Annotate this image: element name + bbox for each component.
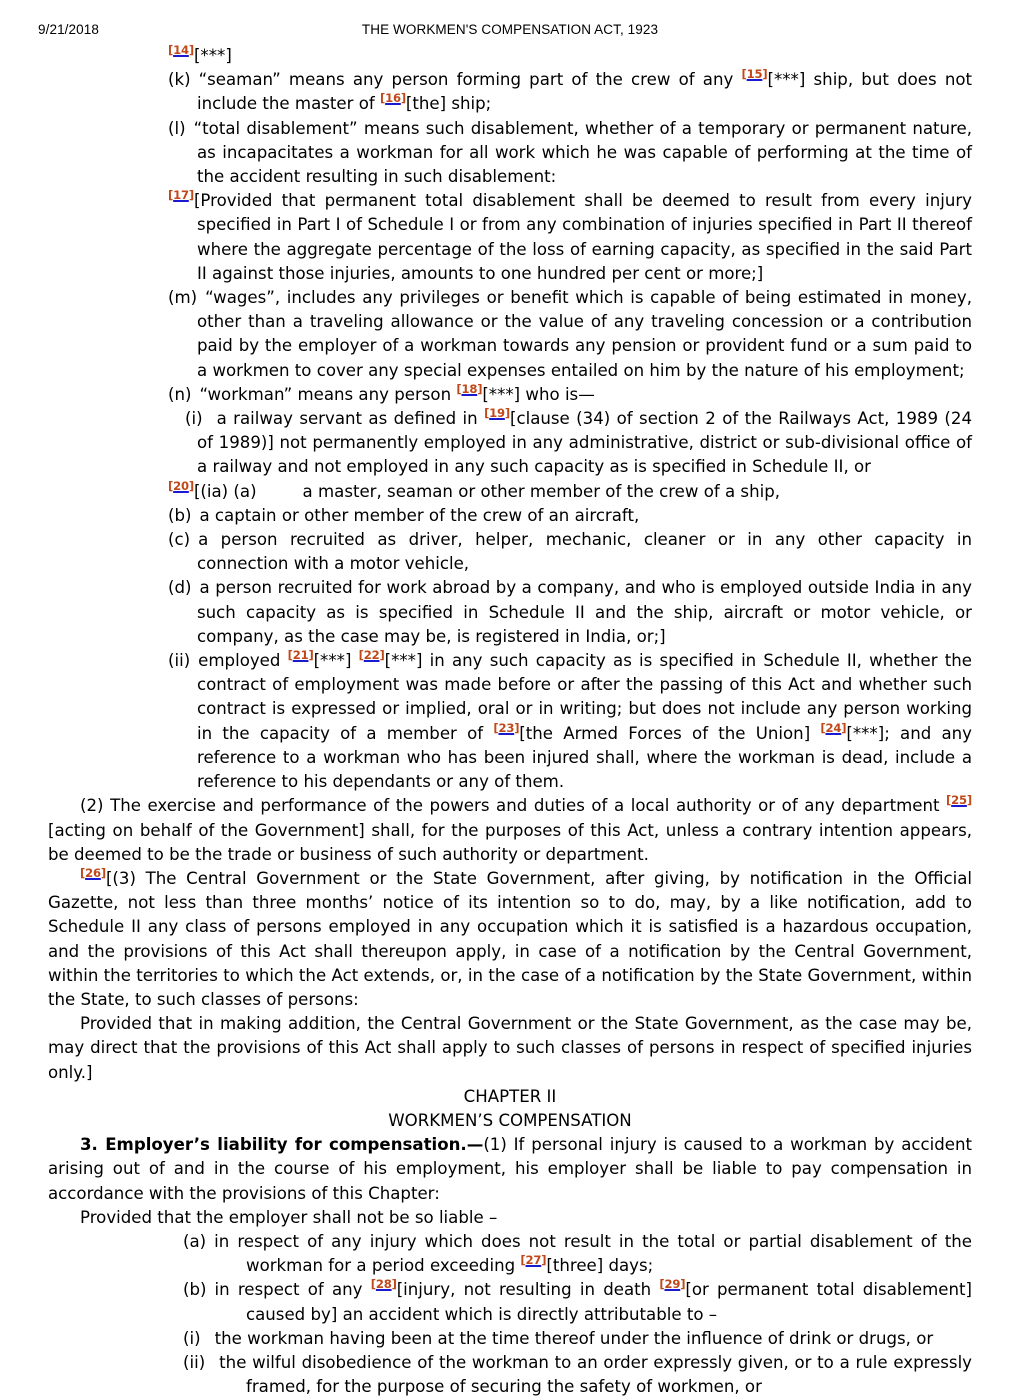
footnote-ref-20[interactable]: [20]	[168, 478, 194, 493]
subclause-ia	[48, 480, 972, 504]
subclause-ia-text: a master, seaman or other member of the crew of a ship,	[302, 481, 781, 501]
section-3-text: (1) If personal injury is caused to a workman by accident arising out of and in the course of his employment, his employer shall be liable to pay compensation in accordance with the provisions of this Chapter:	[48, 1135, 972, 1203]
subclause-ii-text-3: [***] in any such capacity as is specified in Schedule II, whether the contract of employment was made before or after the passing of this Act and whether such contract is expressed or implied, oral or in writing; but does not include any person working in the capacity of a member of	[197, 651, 972, 743]
subclause-ii-text-2: [***]	[313, 651, 359, 671]
subsection-3-text: [(3) The Central Government or the State Government, after giving, by notification in the Official Gazette, not less than three months’ notice of its intention so to do, may, by a like notification, add to Schedule II any class of persons employed in any occupation which it is satisfied is a hazardous occupation, and the provisions of this Act shall thereupon apply, in case of a notification by the Central Government, within the territories to which the Act extends, or, in the case of a notification by the State Government, within the State, to such classes of persons:	[48, 868, 972, 1009]
clause-n-text-1: “workman” means any person	[199, 384, 457, 404]
subsection-2-text-2: [acting on behalf of the Government] shall, for the purposes of this Act, unless a contrary intention appears, be deemed to be the trade or business of such authority or department.	[48, 820, 972, 864]
subclause-c-text: a person recruited as driver, helper, mechanic, cleaner or in any other capacity in connection with a motor vehicle,	[197, 530, 972, 574]
subclause-i-text-1: a railway servant as defined in	[216, 409, 485, 429]
subclause-c	[48, 528, 972, 576]
chapter-title: WORKMEN’S COMPENSATION	[388, 1110, 632, 1130]
footnote-ref-23[interactable]: [23]	[493, 720, 520, 735]
subclause-ii-employed	[48, 649, 972, 794]
footnote-ref-16[interactable]: [16]	[379, 91, 406, 106]
footnote-ref-26[interactable]: [26]	[80, 865, 106, 880]
chapter-number: CHAPTER II	[463, 1086, 557, 1106]
clause-k-text-1: “seaman” means any person forming part of the crew of any	[198, 70, 742, 90]
subclause-ii-text-1: employed	[198, 651, 288, 671]
subclause-c-label: (c)	[168, 530, 191, 550]
footnote-14-text: [***]	[193, 46, 232, 65]
footnote-ref-14[interactable]: [14]	[168, 43, 194, 57]
proviso-17	[48, 189, 972, 286]
footnote-ref-22[interactable]: [22]	[358, 648, 385, 663]
subclause-ia-label: [(ia) (a)	[193, 481, 257, 501]
section-3	[48, 1133, 972, 1206]
subclause-ii-label: (ii)	[168, 651, 191, 671]
subclause-ii-text-4: [the Armed Forces of the Union]	[519, 723, 821, 743]
item-b-label: (b)	[183, 1280, 207, 1300]
footnote-block-14	[48, 44, 972, 68]
item-b-sub-ii	[48, 1351, 972, 1399]
subsection-2-text-1: (2) The exercise and performance of the powers and duties of a local authority or of any department	[80, 796, 947, 816]
subclause-d-label: (d)	[168, 578, 192, 598]
item-a-label: (a)	[183, 1231, 207, 1251]
document-body	[48, 44, 972, 1399]
item-b-sub-ii-label: (ii)	[183, 1352, 206, 1372]
footnote-ref-27[interactable]: [27]	[520, 1253, 547, 1268]
clause-k-label: (k)	[168, 70, 191, 90]
clause-k-text-2: [***] ship, but does not include the master of	[197, 70, 972, 114]
item-b-sub-i-label: (i)	[183, 1328, 201, 1348]
clause-k-text-3: [the] ship;	[405, 94, 492, 114]
subclause-i-railway	[48, 407, 972, 480]
item-a	[48, 1230, 972, 1278]
subclause-d-text: a person recruited for work abroad by a company, and who is employed outside India in any such capacity as is specified in Schedule II and the ship, aircraft or motor vehicle, or company, as the case may be, is registered in India, or;]	[197, 578, 972, 646]
footnote-ref-21[interactable]: [21]	[287, 648, 314, 663]
footnote-ref-17[interactable]: [17]	[168, 188, 194, 203]
clause-m-label: (m)	[168, 288, 198, 308]
item-a-text-1: in respect of any injury which does not result in the total or partial disablement of the workman for a period exceeding	[214, 1231, 972, 1276]
proviso-addition: Provided that in making addition, the Central Government or the State Government, as the case may be, may direct that the provisions of this Act shall apply to such classes of persons in respect of specified injuries only.]	[48, 1014, 972, 1082]
item-b-text-3: [or permanent total disablement] caused by] an accident which is directly attributable to –	[246, 1280, 972, 1324]
item-b-text-1: in respect of any	[214, 1280, 371, 1300]
header-title: THE WORKMEN'S COMPENSATION ACT, 1923	[361, 22, 659, 37]
item-b-text-2: [injury, not resulting in death	[396, 1280, 660, 1300]
clause-k	[48, 68, 972, 116]
header-date: 9/21/2018	[38, 22, 99, 37]
subclause-d	[48, 576, 972, 649]
subclause-b-text: a captain or other member of the crew of an aircraft,	[199, 505, 640, 525]
subsection-2	[48, 794, 972, 867]
footnote-ref-15[interactable]: [15]	[741, 67, 768, 82]
proviso-17-text: [Provided that permanent total disablement shall be deemed to result from every injury specified in Part I of Schedule I or from any combination of injuries specified in Part II thereof where the aggregate percentage of the loss of earning capacity, as specified in the said Part II against those injuries, amounts to one hundred per cent or more;]	[193, 191, 972, 283]
subclause-b-label: (b)	[168, 505, 192, 525]
footnote-ref-28[interactable]: [28]	[370, 1277, 397, 1292]
footnote-ref-29[interactable]: [29]	[659, 1277, 686, 1292]
clause-m-text: “wages”, includes any privileges or benefit which is capable of being estimated in money, other than a traveling allowance or the value of any traveling concession or a contribution paid by the employer of a workman towards any pension or provident fund or a sum paid to a workmen to cover any special expenses entailed on him by the nature of his employment;	[197, 288, 972, 380]
item-b-sub-i-text: the workman having been at the time thereof under the influence of drink or drugs, or	[214, 1328, 934, 1348]
footnote-ref-24[interactable]: [24]	[820, 720, 847, 735]
clause-n-label: (n)	[168, 384, 192, 404]
clause-l	[48, 117, 972, 190]
item-b-sub-ii-text: the wilful disobedience of the workman to an order expressly given, or to a rule expressly framed, for the purpose of securing the safety of workmen, or	[219, 1352, 972, 1397]
clause-l-text: “total disablement” means such disablement, whether of a temporary or permanent nature, as incapacitates a workman for all work which he was capable of performing at the time of the accident resulting in such disablement:	[193, 118, 972, 187]
section-3-heading: 3. Employer’s liability for compensation.	[80, 1135, 467, 1155]
subclause-i-text-2: [clause (34) of section 2 of the Railways Act, 1989 (24 of 1989)] not permanently employed in any administrative, district or sub-divisional office of a railway and not employed in any such capacity as is specified in Schedule II, or	[197, 409, 973, 477]
item-b-sub-i	[48, 1327, 972, 1351]
subclause-i-label: (i)	[185, 409, 203, 429]
clause-n	[48, 383, 972, 407]
proviso-not-liable: Provided that the employer shall not be so liable –	[80, 1207, 498, 1227]
subclause-ii-text-5: [***]; and any reference to a workman who has been injured shall, where the workman is dead, include a reference to his dependants or any of them.	[197, 723, 972, 792]
subclause-b	[48, 504, 972, 528]
clause-l-label: (l)	[168, 118, 186, 138]
footnote-ref-19[interactable]: [19]	[484, 406, 511, 421]
footnote-ref-25[interactable]: [25]	[946, 793, 972, 808]
page-header	[0, 22, 1020, 42]
clause-n-text-2: [***] who is—	[482, 384, 595, 404]
item-a-text-2: [three] days;	[546, 1256, 654, 1276]
footnote-ref-18[interactable]: [18]	[456, 381, 483, 396]
subsection-3	[48, 867, 972, 1012]
section-3-dash: —	[466, 1135, 484, 1155]
clause-m	[48, 286, 972, 383]
